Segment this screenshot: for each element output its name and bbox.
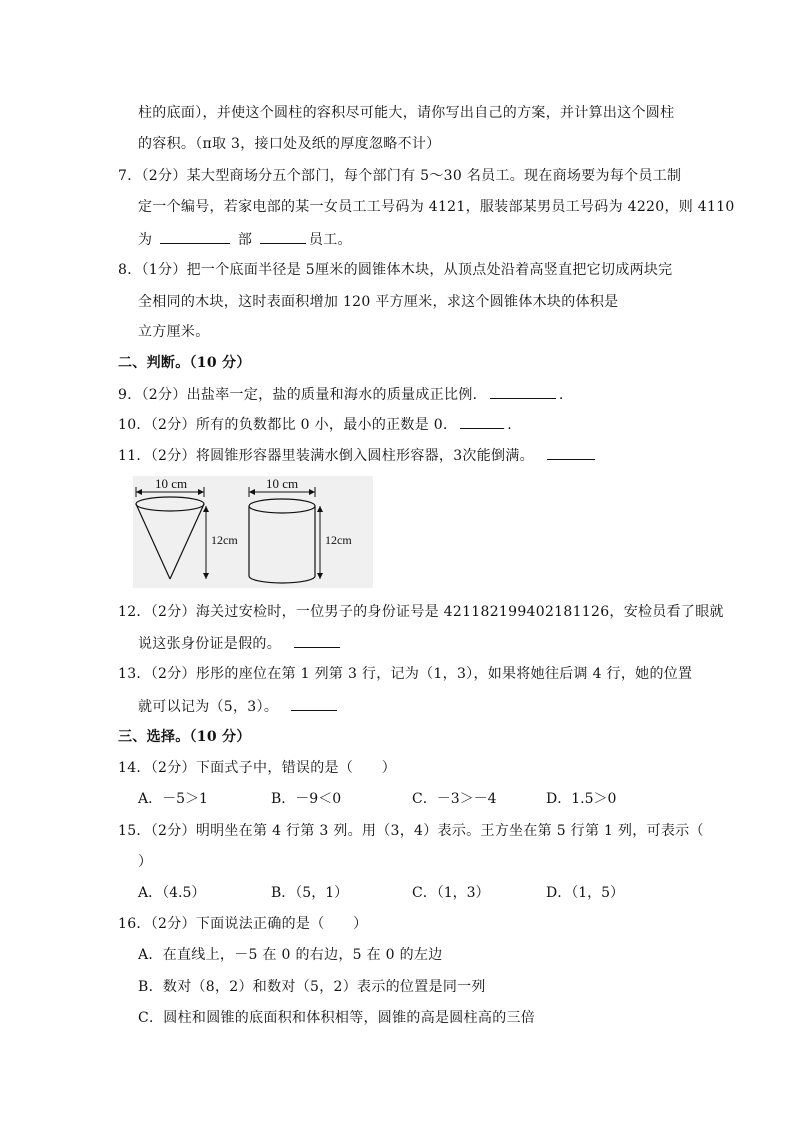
q7-text-a: 为 <box>138 232 153 248</box>
q8-line2: 全相同的木块，这时表面积增加 120 平方厘米，求这个圆锥体木块的体积是 <box>138 294 619 310</box>
q13-text: 就可以记为（5，3）。 <box>138 699 279 715</box>
q14-option-c[interactable]: C．－3＞－4 <box>412 791 497 807</box>
q9-end: . <box>558 387 564 403</box>
q11-answer-blank[interactable] <box>547 445 595 460</box>
q14-stem: 14．（2分）下面式子中，错误的是（ ） <box>118 760 397 776</box>
cone-width-label: 10 cm <box>155 476 188 491</box>
q15-line1: 15．（2分）明明坐在第 4 行第 3 列。用（3，4）表示。王方坐在第 5 行第 1 列，可表示（ <box>118 823 704 839</box>
q12-line1: 12．（2分）海关过安检时，一位男子的身份证号是 421182199402181126，安检员看了眼就 <box>118 604 724 620</box>
q15-option-a[interactable]: A．（4.5） <box>138 885 206 901</box>
q15-option-c[interactable]: C．（1，3） <box>412 885 490 901</box>
q10-end: . <box>507 417 513 433</box>
section-3-heading: 三、选择。（10 分） <box>118 729 251 745</box>
cone-height-label: 12cm <box>211 533 238 547</box>
q13-line2 <box>138 696 340 717</box>
q7-text-b: 部 <box>237 232 253 248</box>
q8-line3: 立方厘米。 <box>138 324 210 340</box>
q7-answer-blank-1[interactable] <box>160 229 230 244</box>
q9-line <box>118 384 564 405</box>
q16-option-a[interactable]: A．在直线上，－5 在 0 的右边，5 在 0 的左边 <box>138 947 443 963</box>
q7-answer-blank-2[interactable] <box>260 229 306 244</box>
q12-text: 说这张身份证是假的。 <box>138 636 281 652</box>
q16-stem: 16．（2分）下面说法正确的是（ ） <box>118 916 368 932</box>
q14-option-b[interactable]: B．－9＜0 <box>271 791 342 807</box>
q10-line <box>118 414 512 435</box>
q16-option-c[interactable]: C．圆柱和圆锥的底面积和体积相等，圆锥的高是圆柱高的三倍 <box>138 1010 536 1026</box>
q16-option-b[interactable]: B．数对（8，2）和数对（5，2）表示的位置是同一列 <box>138 979 486 995</box>
q10-text: 10．（2分）所有的负数都比 0 小，最小的正数是 0． <box>118 417 458 433</box>
q11-text: 11．（2分）将圆锥形容器里装满水倒入圆柱形容器，3次能倒满。 <box>118 448 534 464</box>
section-2-heading: 二、判断。（10 分） <box>118 355 251 371</box>
q7-line1: 7．（2分）某大型商场分五个部门，每个部门有 5～30 名员工。现在商场要为每个员工制 <box>118 168 682 184</box>
figure-svg <box>133 476 373 588</box>
q12-answer-blank[interactable] <box>294 633 340 648</box>
q10-answer-blank[interactable] <box>460 414 504 429</box>
cylinder-height-label: 12cm <box>325 533 352 547</box>
q13-line1: 13．（2分）彤彤的座位在第 1 列第 3 行，记为（1，3），如果将她往后调 4 行，她的位置 <box>118 666 693 682</box>
cylinder-width-label: 10 cm <box>266 476 299 491</box>
q13-answer-blank[interactable] <box>291 696 337 711</box>
q12-line2 <box>138 633 343 654</box>
q15-line2: ） <box>138 854 153 870</box>
q7-text-c: 员工。 <box>308 232 352 248</box>
q6-line2: 的容积。（π取 3，接口处及纸的厚度忽略不计） <box>138 136 441 152</box>
q15-option-b[interactable]: B．（5，1） <box>271 885 349 901</box>
q14-option-a[interactable]: A．－5＞1 <box>138 791 208 807</box>
q11-line <box>118 445 598 466</box>
cone-cylinder-figure <box>133 476 373 588</box>
q7-line2: 定一个编号，若家电部的某一女员工工号码为 4121，服装部某男员工号码为 4220，则 4110 <box>138 199 735 215</box>
q14-option-d[interactable]: D．1.5＞0 <box>546 791 617 807</box>
q6-line1: 柱的底面），并使这个圆柱的容积尽可能大，请你写出自己的方案，并计算出这个圆柱 <box>138 105 675 121</box>
q9-answer-blank[interactable] <box>490 384 556 399</box>
q9-text: 9．（2分）出盐率一定，盐的质量和海水的质量成正比例． <box>118 387 487 403</box>
q15-option-d[interactable]: D．（1，5） <box>546 885 625 901</box>
q7-line3 <box>138 229 352 250</box>
q8-line1: 8．（1分）把一个底面半径是 5厘米的圆锥体木块，从顶点处沿着高竖直把它切成两块完 <box>118 262 673 278</box>
